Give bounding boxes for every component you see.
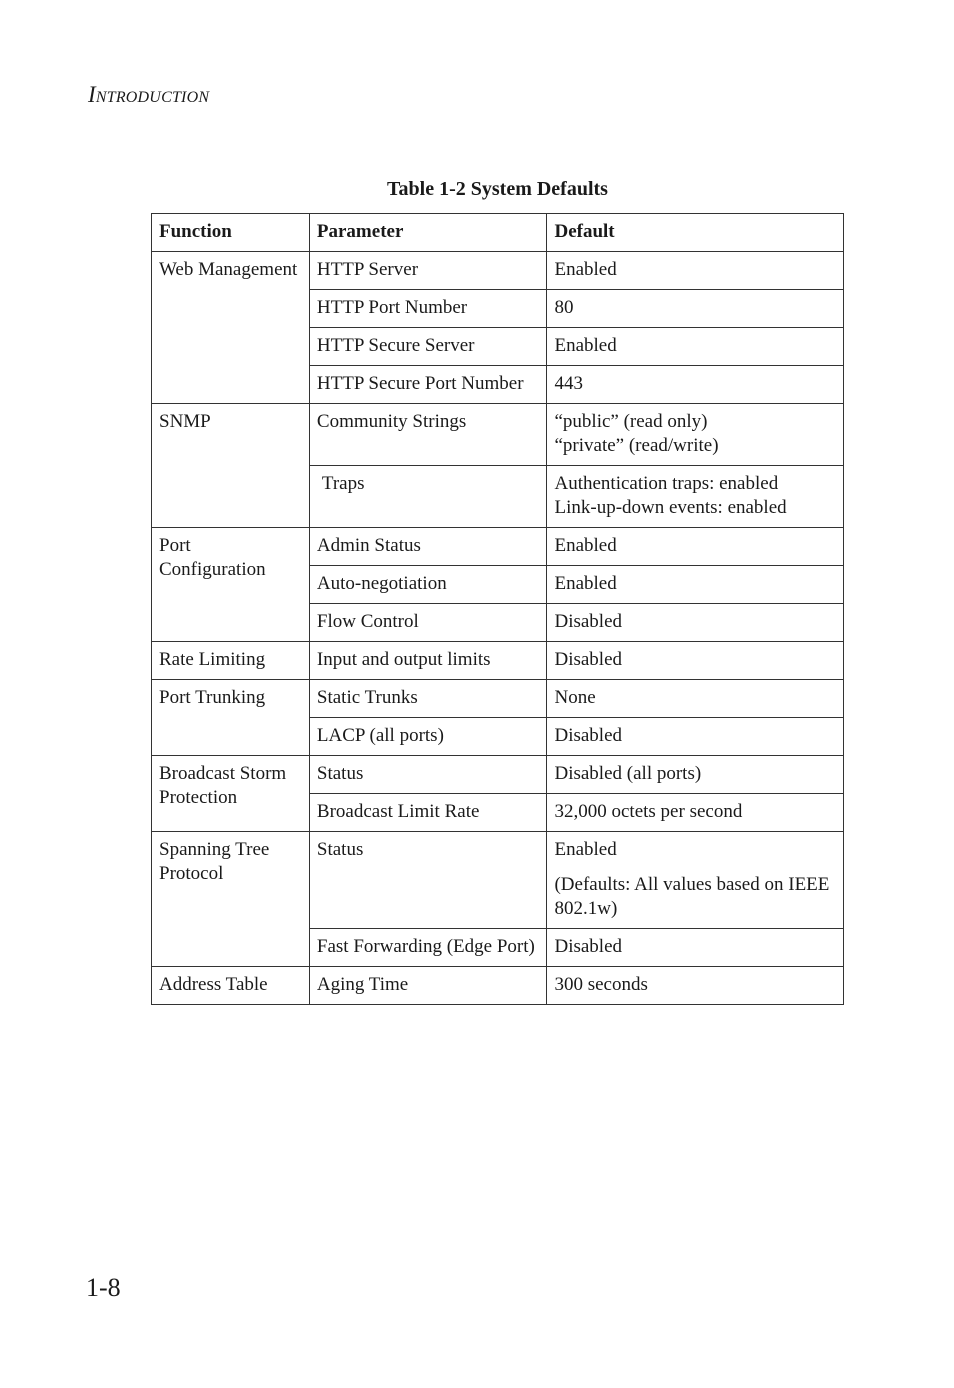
column-header-default: Default <box>547 214 844 252</box>
table-row <box>152 252 844 290</box>
default-cell: 443 <box>547 366 844 404</box>
parameter-cell: Aging Time <box>309 967 547 1005</box>
default-line: Enabled <box>554 839 617 860</box>
default-cell: Enabled <box>547 566 844 604</box>
parameter-cell: Traps <box>309 466 547 528</box>
running-head-cap: I <box>88 82 96 107</box>
default-cell <box>547 404 844 466</box>
default-cell: Disabled (all ports) <box>547 756 844 794</box>
parameter-cell: Input and output limits <box>309 642 547 680</box>
parameter-cell: Status <box>309 832 547 929</box>
function-cell: Spanning Tree Protocol <box>152 832 310 967</box>
table-row <box>152 756 844 794</box>
table-header-row <box>152 214 844 252</box>
default-line: Link-up-down events: enabled <box>554 497 787 518</box>
function-cell: Rate Limiting <box>152 642 310 680</box>
table-row <box>152 967 844 1005</box>
table-row <box>152 642 844 680</box>
default-cell: 300 seconds <box>547 967 844 1005</box>
function-cell: Broadcast Storm Protection <box>152 756 310 832</box>
parameter-cell: Broadcast Limit Rate <box>309 794 547 832</box>
function-cell: Web Management <box>152 252 310 404</box>
table-caption: Table 1-2 System Defaults <box>387 178 608 200</box>
running-head-rest: NTRODUCTION <box>95 89 210 106</box>
function-cell: Address Table <box>152 967 310 1005</box>
table-row <box>152 404 844 466</box>
parameter-cell: Community Strings <box>309 404 547 466</box>
parameter-cell: HTTP Server <box>309 252 547 290</box>
system-defaults-table <box>151 213 844 1005</box>
table-row <box>152 832 844 929</box>
running-head <box>88 82 209 108</box>
column-header-parameter: Parameter <box>309 214 547 252</box>
default-cell: Enabled <box>547 328 844 366</box>
table-row <box>152 680 844 718</box>
default-line: “private” (read/write) <box>554 435 719 456</box>
default-cell <box>547 466 844 528</box>
column-header-function: Function <box>152 214 310 252</box>
default-cell: 32,000 octets per second <box>547 794 844 832</box>
parameter-cell: Fast Forwarding (Edge Port) <box>309 929 547 967</box>
table-row <box>152 528 844 566</box>
page-number: 1-8 <box>86 1273 121 1302</box>
default-cell <box>547 832 844 929</box>
default-line: Authentication traps: enabled <box>554 473 779 494</box>
default-line: “public” (read only) <box>554 411 708 432</box>
parameter-cell: HTTP Secure Port Number <box>309 366 547 404</box>
parameter-cell: Auto-negotiation <box>309 566 547 604</box>
default-cell: 80 <box>547 290 844 328</box>
default-note: (Defaults: All values based on IEEE 802.1w) <box>554 874 830 919</box>
parameter-cell: Static Trunks <box>309 680 547 718</box>
function-cell: SNMP <box>152 404 310 528</box>
function-cell: Port Configuration <box>152 528 310 642</box>
parameter-cell: HTTP Port Number <box>309 290 547 328</box>
default-cell: Disabled <box>547 929 844 967</box>
parameter-cell: HTTP Secure Server <box>309 328 547 366</box>
default-cell: Disabled <box>547 604 844 642</box>
default-cell: Enabled <box>547 252 844 290</box>
parameter-cell: Flow Control <box>309 604 547 642</box>
parameter-cell: Status <box>309 756 547 794</box>
default-cell: None <box>547 680 844 718</box>
function-cell: Port Trunking <box>152 680 310 756</box>
default-cell: Disabled <box>547 718 844 756</box>
default-cell: Enabled <box>547 528 844 566</box>
parameter-cell: LACP (all ports) <box>309 718 547 756</box>
parameter-cell: Admin Status <box>309 528 547 566</box>
default-cell: Disabled <box>547 642 844 680</box>
